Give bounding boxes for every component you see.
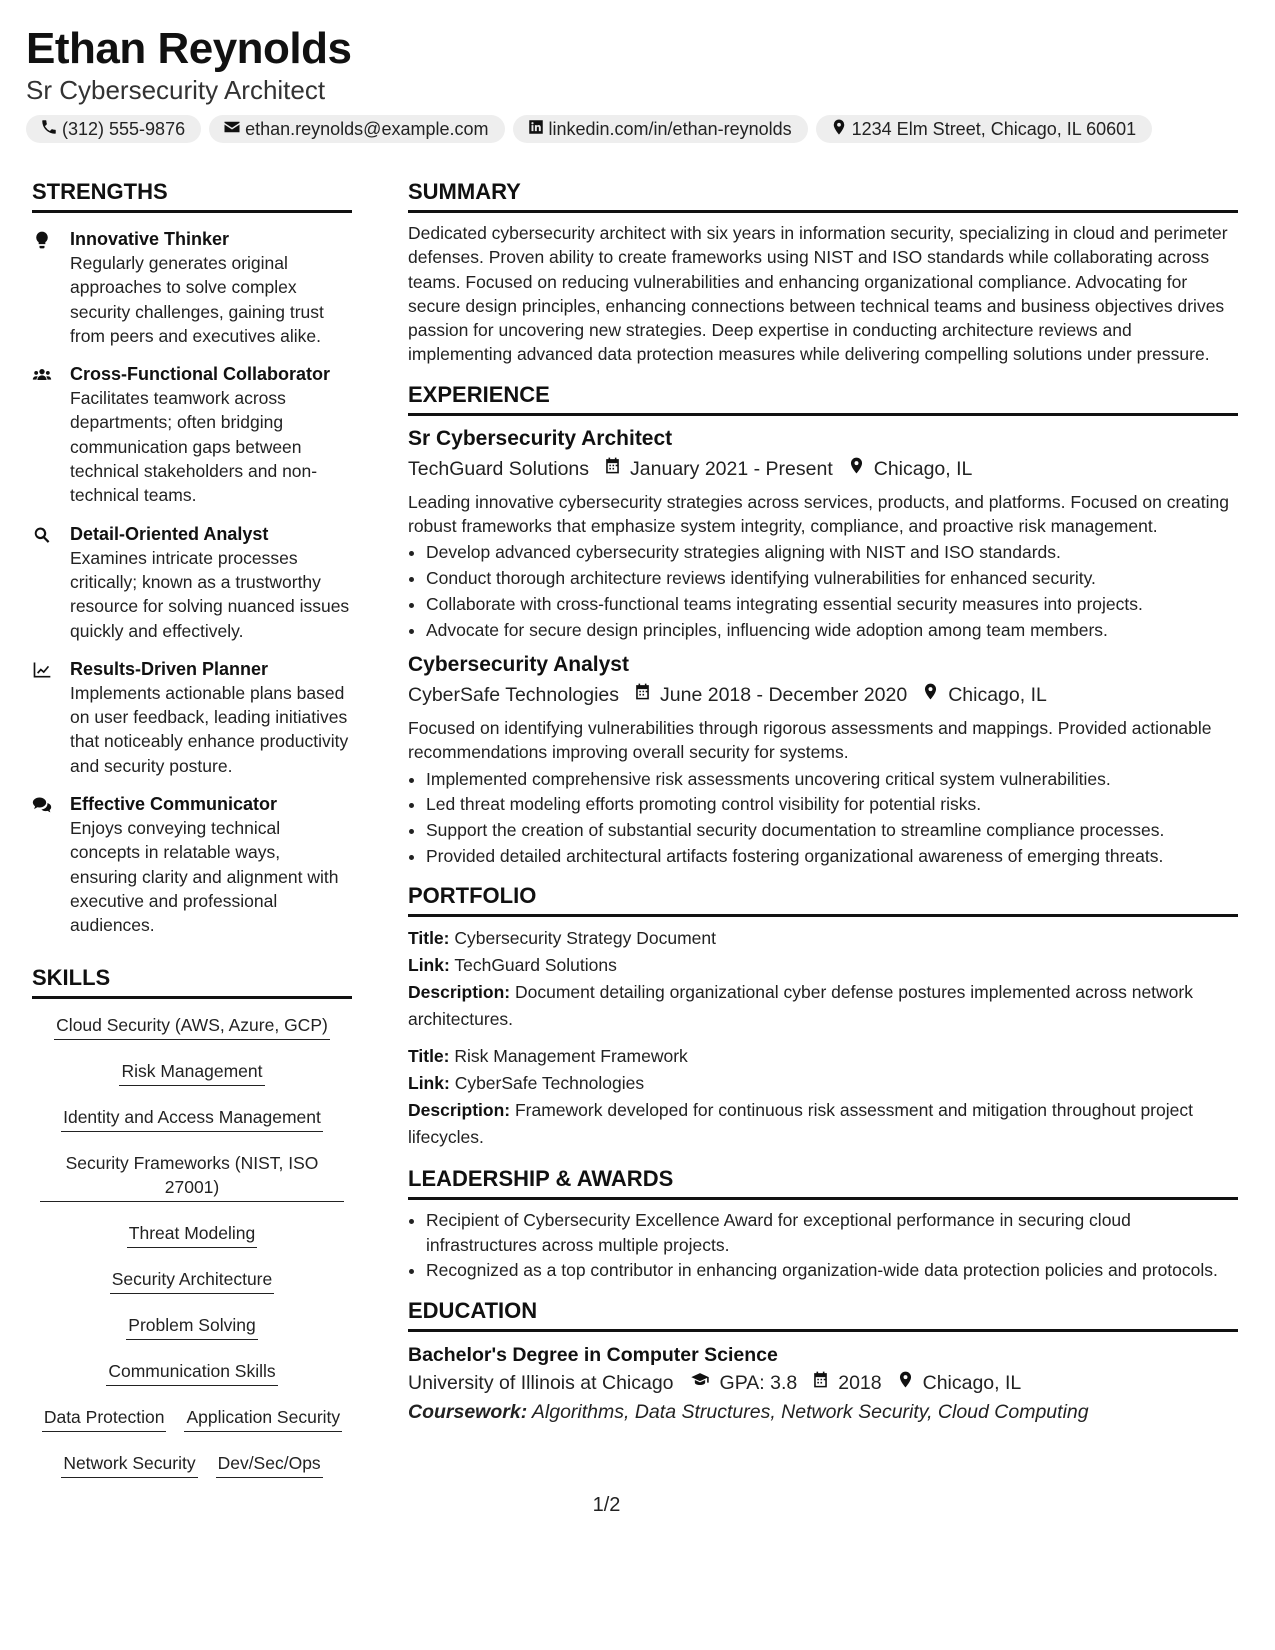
job-bullet: • Provided detailed architectural artifacts fostering organizational awareness of emerging threats. [426, 844, 1238, 868]
strength-desc: Regularly generates original approaches to solve complex security challenges, gaining trust from peers and executives alike. [70, 253, 324, 346]
skill-tag: Security Architecture [110, 1267, 274, 1294]
users-icon [32, 362, 70, 507]
education-meta [408, 1370, 1238, 1396]
degree-title: Bachelor's Degree in Computer Science [408, 1343, 778, 1366]
job-meta [408, 682, 1238, 708]
portfolio-description: Framework developed for continuous risk assessment and mitigation throughout project lifecycles. [408, 1100, 1193, 1148]
job-entry [408, 652, 1238, 868]
job-entry [408, 426, 1238, 642]
skill-tag: Cloud Security (AWS, Azure, GCP) [54, 1013, 330, 1040]
skill-tag: Application Security [184, 1405, 342, 1432]
leadership-heading: LEADERSHIP & AWARDS [408, 1165, 1238, 1200]
lightbulb-icon [32, 227, 70, 348]
job-dates: January 2021 - Present [630, 457, 833, 480]
portfolio-title: Risk Management Framework [454, 1046, 688, 1067]
skill-tag: Threat Modeling [127, 1221, 257, 1248]
job-title: Cybersecurity Analyst [408, 653, 629, 677]
strength-item [32, 522, 352, 643]
leadership-item: • Recipient of Cybersecurity Excellence Award for exceptional performance in securing cloud infrastructures across multiple projects. [426, 1208, 1238, 1257]
summary-text: Dedicated cybersecurity architect with six years in information security, specializing in cloud and perimeter defenses. Proven ability to create frameworks using NIST and ISO standards while collaborating across teams. Focused on reducing vulnerabilities and enhancing organizational compliance. Advocating for secure design principles, enhancing connections between technical teams and business objectives drives passion for uncovering new strategies. Deep expertise in conducting architecture reviews and implementing advanced data protection measures while delivering compelling solutions under pressure. [408, 223, 1228, 365]
contact-linkedin-text: linkedin.com/in/ethan-reynolds [548, 118, 792, 139]
job-location: Chicago, IL [948, 684, 1047, 707]
coursework-list: Algorithms, Data Structures, Network Security, Cloud Computing [531, 1400, 1089, 1423]
page-number: 1/2 [592, 1494, 621, 1516]
job-description: Leading innovative cybersecurity strategies across services, products, and platforms. Focused on creating robust frameworks that emphasize system integrity, compliance, and proactive risk management. [408, 491, 1229, 537]
job-company: CyberSafe Technologies [408, 684, 620, 707]
graduation-cap-icon [674, 1370, 720, 1396]
portfolio-item [408, 925, 1238, 1033]
right-column [408, 178, 1238, 1426]
job-bullet: • Conduct thorough architecture reviews identifying vulnerabilities for enhanced security. [426, 566, 1238, 590]
strength-title: Cross-Functional Collaborator [70, 364, 331, 385]
skill-tag: Data Protection [42, 1405, 167, 1432]
job-bullet: • Advocate for secure design principles, influencing wide adoption among team members. [426, 618, 1238, 642]
leadership-item: • Recognized as a top contributor in enhancing organization-wide data protection policies and protocols. [426, 1258, 1238, 1282]
strength-item [32, 362, 352, 507]
strength-item [32, 792, 352, 937]
portfolio-desc-label: Description: [408, 982, 511, 1003]
skills-heading: SKILLS [32, 964, 352, 999]
calendar-icon [589, 456, 630, 482]
job-bullet: • Led threat modeling efforts promoting control visibility for potential risks. [426, 792, 1238, 816]
location-pin-icon [907, 682, 948, 708]
location-pin-icon [830, 118, 848, 141]
search-icon [32, 522, 70, 643]
chart-line-icon [32, 657, 70, 778]
contact-linkedin[interactable] [513, 115, 808, 143]
resume-header [26, 22, 1246, 143]
location-pin-icon [833, 456, 874, 482]
portfolio-heading: PORTFOLIO [408, 882, 1238, 917]
portfolio-item [408, 1043, 1238, 1151]
education-heading: EDUCATION [408, 1297, 1238, 1332]
candidate-name: Ethan Reynolds [26, 24, 352, 73]
job-bullets [408, 767, 1238, 869]
job-dates: June 2018 - December 2020 [660, 684, 908, 707]
contact-email-text: ethan.reynolds@example.com [245, 118, 489, 139]
portfolio-link-label: Link: [408, 1073, 450, 1094]
location-pin-icon [882, 1370, 923, 1396]
job-company: TechGuard Solutions [408, 457, 590, 480]
skills-list [32, 1013, 352, 1497]
comments-icon [32, 792, 70, 937]
calendar-icon [619, 682, 660, 708]
strength-desc: Examines intricate processes critically; known as a trustworthy resource for solving nuanced issues quickly and effectively. [70, 547, 350, 641]
contact-email[interactable] [209, 115, 504, 143]
contact-phone-text: (312) 555-9876 [62, 118, 186, 139]
linkedin-icon [527, 118, 545, 141]
calendar-icon [797, 1370, 838, 1396]
strength-title: Results-Driven Planner [70, 658, 269, 679]
leadership-list [408, 1208, 1238, 1282]
phone-icon [40, 118, 58, 141]
strength-desc: Facilitates teamwork across departments; often bridging communication gaps between technical stakeholders and non-technical teams. [70, 388, 318, 506]
strength-title: Effective Communicator [70, 794, 278, 815]
coursework [408, 1398, 1238, 1426]
strength-title: Detail-Oriented Analyst [70, 523, 269, 544]
strength-item [32, 657, 352, 778]
contact-address[interactable] [816, 115, 1153, 143]
skill-tag: Problem Solving [126, 1313, 257, 1340]
experience-heading: EXPERIENCE [408, 381, 1238, 416]
skill-tag: Dev/Sec/Ops [216, 1451, 323, 1478]
skill-tag: Network Security [61, 1451, 197, 1478]
candidate-role: Sr Cybersecurity Architect [26, 75, 326, 105]
contact-bar [26, 115, 1246, 143]
contact-phone[interactable] [26, 115, 201, 143]
job-bullet: • Support the creation of substantial security documentation to streamline compliance processes. [426, 818, 1238, 842]
job-meta [408, 456, 1238, 482]
envelope-icon [223, 118, 241, 141]
school-name: University of Illinois at Chicago [408, 1371, 674, 1394]
portfolio-desc-label: Description: [408, 1100, 511, 1121]
portfolio-description: Document detailing organizational cyber defense postures implemented across network architectures. [408, 982, 1193, 1030]
strength-item [32, 227, 352, 348]
portfolio-title-label: Title: [408, 928, 450, 949]
gpa: GPA: 3.8 [719, 1371, 798, 1394]
job-bullets [408, 540, 1238, 642]
portfolio-link-label: Link: [408, 955, 450, 976]
portfolio-title-label: Title: [408, 1046, 450, 1067]
portfolio-link[interactable]: CyberSafe Technologies [454, 1073, 645, 1094]
job-bullet: • Implemented comprehensive risk assessments uncovering critical system vulnerabilities. [426, 767, 1238, 791]
job-title: Sr Cybersecurity Architect [408, 426, 673, 450]
job-description: Focused on identifying vulnerabilities through rigorous assessments and mappings. Provided actionable recommendations improving overall security for systems. [408, 718, 1212, 763]
strengths-heading: STRENGTHS [32, 178, 352, 213]
graduation-year: 2018 [838, 1371, 882, 1394]
portfolio-link[interactable]: TechGuard Solutions [454, 955, 617, 976]
coursework-label: Coursework: [408, 1400, 528, 1423]
contact-address-text: 1234 Elm Street, Chicago, IL 60601 [851, 118, 1137, 139]
strength-title: Innovative Thinker [70, 229, 230, 249]
job-bullet: • Develop advanced cybersecurity strategies aligning with NIST and ISO standards. [426, 540, 1238, 564]
job-location: Chicago, IL [873, 457, 973, 480]
strength-desc: Implements actionable plans based on user feedback, leading initiatives that noticeably enhance productivity and security posture. [70, 682, 349, 776]
summary-heading: SUMMARY [408, 178, 1238, 213]
skill-tag: Security Frameworks (NIST, ISO 27001) [40, 1151, 344, 1202]
portfolio-title: Cybersecurity Strategy Document [454, 928, 717, 949]
left-column [32, 178, 352, 1497]
strength-desc: Enjoys conveying technical concepts in relatable ways, ensuring clarity and alignment with executive and professional audiences. [70, 818, 339, 936]
education-location: Chicago, IL [922, 1371, 1022, 1394]
job-bullet: • Collaborate with cross-functional teams integrating essential security measures into projects. [426, 592, 1238, 616]
skill-tag: Identity and Access Management [61, 1105, 323, 1132]
skill-tag: Risk Management [119, 1059, 264, 1086]
skill-tag: Communication Skills [106, 1359, 277, 1386]
